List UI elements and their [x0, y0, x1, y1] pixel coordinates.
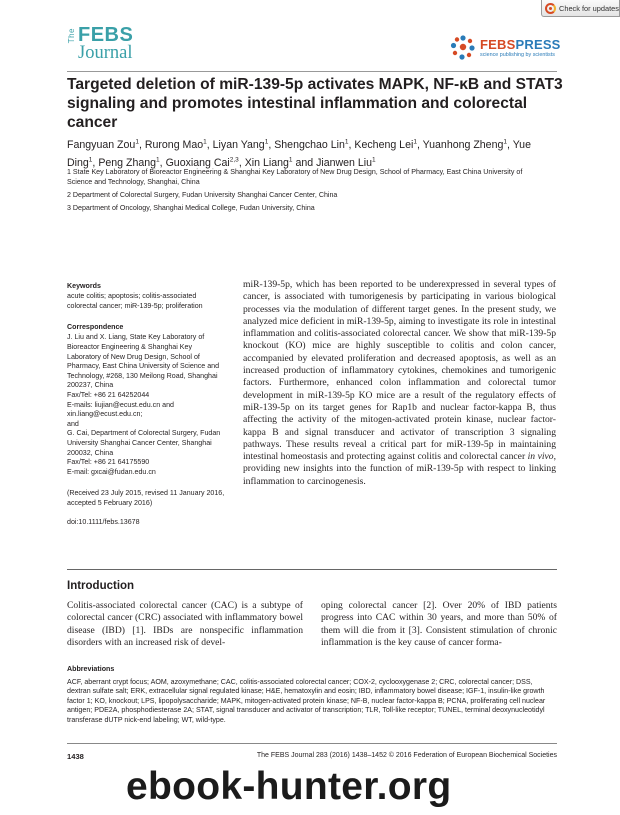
publisher-tagline: science publishing by scientists: [480, 52, 555, 58]
keywords-heading: Keywords: [67, 282, 101, 290]
affiliation: 1 State Key Laboratory of Bioreactor Engineering & Shanghai Key Laboratory of New Drug Design, School of Pharmacy, East China University of Science and Technology, Shanghai, China: [67, 168, 523, 186]
author-list: [67, 134, 557, 171]
abstract-emphasis: in vivo: [527, 451, 554, 463]
header-rule: [67, 71, 557, 72]
journal-logo-name: Journal: [78, 43, 133, 63]
page-number: 1438: [67, 752, 84, 761]
correspondence-email-2[interactable]: E-mail: gxcai@fudan.edu.cn: [67, 467, 156, 476]
correspondence-address-1: J. Liu and X. Liang, State Key Laboratory of Bioreactor Engineering & Shanghai Key Laboratory of New Drug Design, School of Pharmacy, East China University of Science and Technology, #268, 130 Meilong Road, Shanghai 200237, China: [67, 333, 220, 390]
abbreviations-text: ACF, aberrant crypt focus; AOM, azoxymethane; CAC, colitis-associated colorectal cancer; COX-2, cyclooxygenase 2; CRC, colorectal cancer; DSS, dextran sulfate salt; ERK, extracellular signal regulated kinase; H&E, hematoxylin and eosin; IBD, inflammatory bowel disease; IGF-1, insulin-like growth factor 1; KO, knockout; LPS, lipopolysaccharide; MAPK, mitogen-activated protein kinase; NF-B, nuclear factor-kappa B; PCNA, proliferating cell nuclear antigen; PDE2A, phosphodiesterase 2A; STAT, signal transducer and activator of transcription; TLR, Toll-like receptor; TUNEL, terminal deoxynucleotidyl transferase dUTP nick-end labeling; WT, wild-type.: [67, 677, 546, 724]
author: Rurong Mao$^1$,: [144, 138, 213, 151]
abbreviations-heading: Abbreviations: [67, 665, 115, 673]
author: Yuanhong Zheng$^1$,: [422, 138, 513, 151]
introduction-right-column: oping colorectal cancer [2]. Over 20% of IBD patients progress into CAC within 30 years, and more than 50% of them will die from it [3]. Consistent stimulation of chronic inflammation is the key cause of cancer forma-: [321, 600, 557, 648]
check-for-updates-label: Check for updates: [559, 3, 619, 13]
correspondence-fax-1: Fax/Tel: +86 21 64252044: [67, 390, 150, 399]
affiliation: 2 Department of Colorectal Surgery, Fudan University Shanghai Cancer Center, China: [67, 190, 338, 199]
author: Guoxiang Cai$^{2,3}$,: [165, 156, 245, 170]
author: Shengchao Lin$^1$,: [274, 138, 355, 151]
abstract: miR-139-5p, which has been reported to be underexpressed in several types of cancer, is associated with tumorigenesis by participating in various biological processes via the modulation of different target genes. In the present study, we analyzed mice deficient in miR-139-5p, aiming to investigate its role in intestinal inflammation and colitis-associated colorectal cancer. We show that miR-139-5p knockout (KO) mice are highly susceptible to colitis and colon cancer, accompanied by elevated proliferation and decreased apoptosis, as well as an increased production of inflammatory cytokines, chemokines and tumorigenic factors. Furthermore, enhanced colon inflammation and colorectal tumor development in miR-139-5p KO mice are a result of the regulatory effects of miR-139-5p on its target genes for Rap1b and nuclear factor-kappa B, thus affecting the activity of the mitogen-activated protein kinase, nuclear factor-kappa B and signal transducer and activator of transcription 3 signaling pathways. These results reveal a critical part for miR-139-5p in maintaining intestinal homeostasis and protecting against colitis and colorectal cancer in vivo, providing new insights into the function of miR-139-5p with respect to linking inflammation to carcinogenesis.: [243, 279, 556, 487]
section-divider: [67, 569, 557, 570]
affiliation: 3 Department of Oncology, Shanghai Medical College, Fudan University, China: [67, 203, 315, 212]
febs-press-dots-icon: [450, 34, 476, 60]
author: Xin Liang$^1$ and: [244, 156, 317, 170]
author: Fangyuan Zou$^1$,: [67, 138, 145, 151]
introduction-left-column: Colitis-associated colorectal cancer (CAC) is a subtype of colorectal cancer (CRC) associated with inflammatory bowel disease (IBD) [1]. IBDs are nonspecific inflammation disorders with an increased risk of devel-: [67, 600, 303, 648]
watermark: ebook-hunter.org: [126, 765, 452, 808]
introduction-heading: Introduction: [67, 580, 135, 592]
check-for-updates-badge[interactable]: [541, 0, 620, 17]
affiliations: [67, 168, 547, 217]
doi[interactable]: doi:10.1111/febs.13678: [67, 518, 140, 527]
author: Jianwen Liu$^1$: [316, 156, 376, 170]
article-title: Targeted deletion of miR-139-5p activates MAPK, NF-κB and STAT3 signaling and promotes intestinal inflammation and colorectal cancer: [67, 76, 563, 131]
footer-citation: The FEBS Journal 283 (2016) 1438–1452 © 2016 Federation of European Biochemical Societies: [256, 752, 557, 759]
correspondence-heading: Correspondence: [67, 323, 124, 332]
author: Kecheng Lei$^1$,: [354, 138, 423, 151]
footer-rule: [67, 743, 557, 744]
correspondence-address-2: G. Cai, Department of Colorectal Surgery, Fudan University Shanghai Cancer Center, Shanghai 200032, China: [67, 429, 221, 457]
journal-logo-febs: FEBS: [78, 24, 134, 46]
author: Liyan Yang$^1$,: [212, 138, 275, 151]
correspondence-fax-2: Fax/Tel: +86 21 64175590: [67, 458, 150, 467]
received-dates: (Received 23 July 2015, revised 11 January 2016, accepted 5 February 2016): [67, 489, 225, 507]
update-icon: [545, 3, 556, 14]
abbreviations: [67, 665, 557, 726]
correspondence-email-1[interactable]: E-mails: liujian@ecust.edu.cn and xin.liang@ecust.edu.cn;: [67, 400, 174, 419]
article-sidebar: [67, 282, 227, 528]
correspondence-and: and: [67, 419, 79, 428]
keywords: acute colitis; apoptosis; colitis-associated colorectal cancer; miR-139-5p; proliferation: [67, 292, 203, 310]
author: Yue Ding$^1$,: [67, 138, 531, 170]
publisher-name: FEBSPRESS: [480, 37, 561, 52]
journal-logo-the: The: [67, 28, 76, 44]
author: Peng Zhang$^1$,: [98, 156, 166, 170]
